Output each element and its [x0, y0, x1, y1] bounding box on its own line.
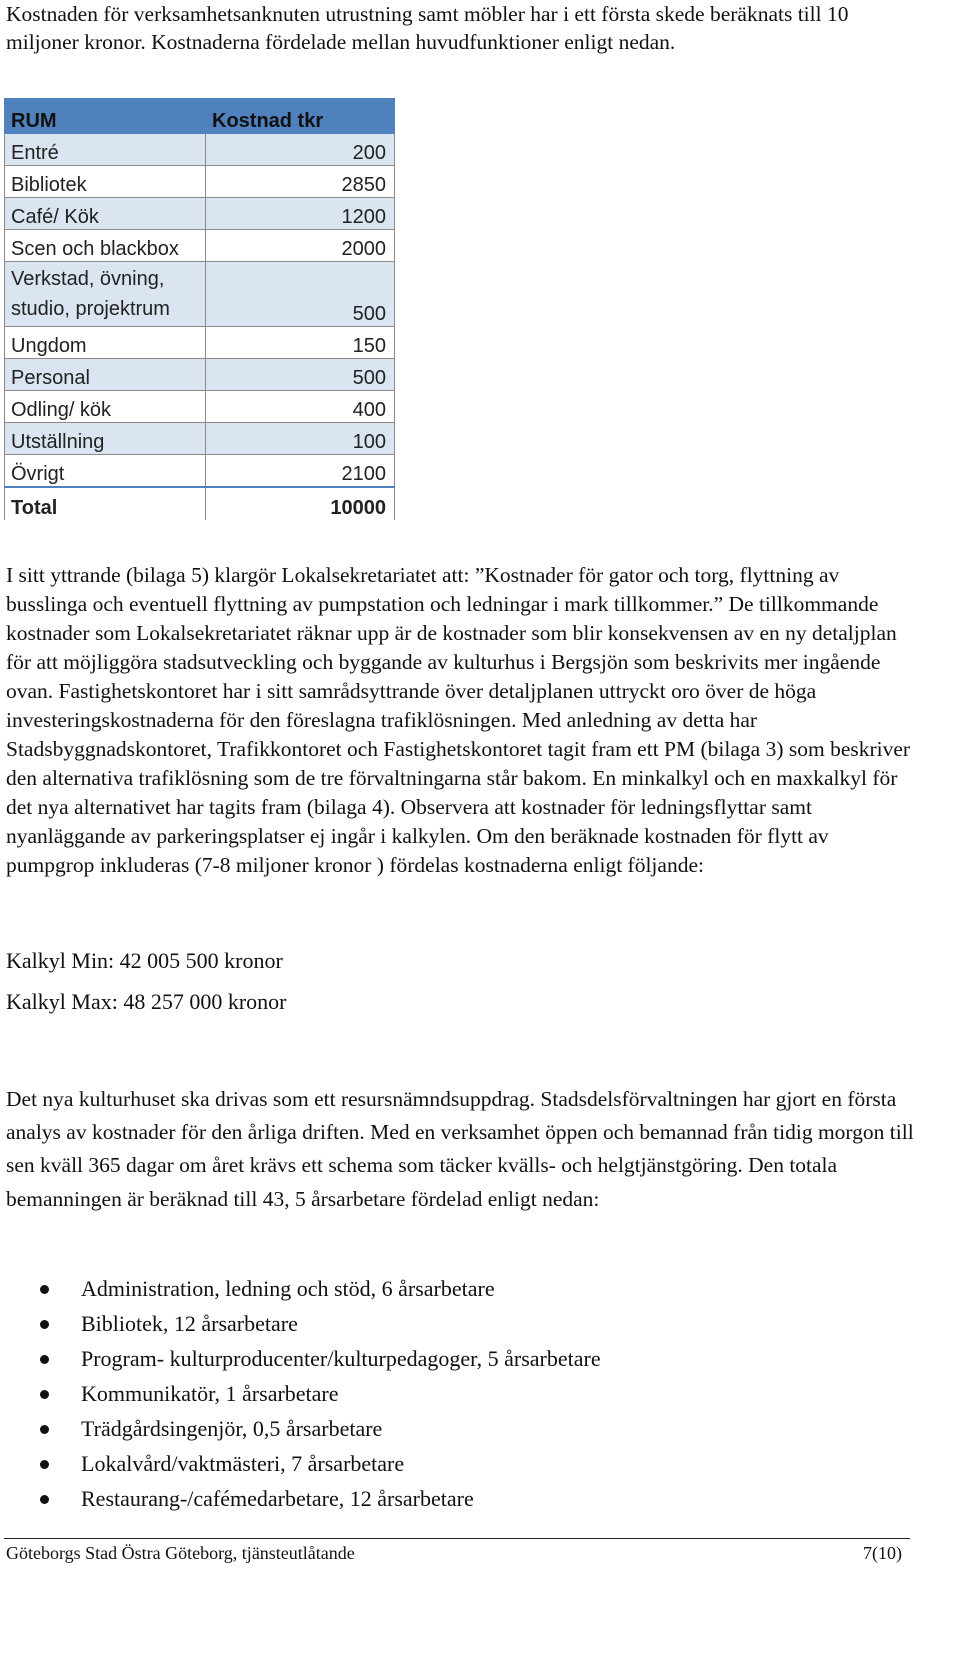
- footer-divider: [4, 1538, 910, 1539]
- total-label: Total: [5, 487, 206, 520]
- cost-cell: 1200: [206, 198, 395, 230]
- room-cell: Ungdom: [5, 327, 206, 359]
- staff-list: [0, 1272, 601, 1517]
- cost-cell: 400: [206, 391, 395, 423]
- cost-cell: 500: [206, 359, 395, 391]
- cost-cell: 150: [206, 327, 395, 359]
- page-number: 7(10): [863, 1543, 902, 1563]
- table-row: [5, 134, 395, 166]
- body-paragraph-drift: Det nya kulturhuset ska drivas som ett resursnämndsuppdrag. Stadsdelsförvaltningen har gjort en första analys av kostnader för den årliga driften. Med en verksamhet öppen och bemannad från tidig morgon till sen kväll 365 dagar om året krävs ett schema som täcker kvälls- och helgtjänstgöring. Den totala bemanningen är beräknad till 43, 5 årsarbetare fördelad enligt nedan:: [6, 1087, 914, 1211]
- table-row: [5, 423, 395, 455]
- table-row: [5, 391, 395, 423]
- header-room: RUM: [5, 99, 206, 134]
- room-cell: Scen och blackbox: [5, 230, 206, 262]
- cost-cell: 500: [206, 262, 395, 327]
- cost-cell: 2100: [206, 455, 395, 487]
- table-total-row: [5, 487, 395, 520]
- cost-cell: 100: [206, 423, 395, 455]
- header-cost: Kostnad tkr: [206, 99, 395, 134]
- list-item-text: Bibliotek, 12 årsarbetare: [81, 1311, 298, 1336]
- intro-paragraph: Kostnaden för verksamhetsanknuten utrustning samt möbler har i ett första skede beräknats till 10 miljoner kronor. Kostnaderna fördelade mellan huvudfunktioner enligt nedan.: [6, 2, 849, 54]
- list-item: [0, 1377, 601, 1412]
- body-paragraph-yttrande: I sitt yttrande (bilaga 5) klargör Lokalsekretariatet att: ”Kostnader för gator och torg, flyttning av busslinga och eventuell flyttning av pumpstation och ledningar i mark tillkommer.” De tillkommande kostnader som Lokalsekretariatet räknar upp är de kostnader som blir konsekvensen av en ny detaljplan för att möjliggöra stadsutveckling och byggande av kulturhus i Bergsjön som beskrivits mer ingående ovan. Fastighetskontoret har i sitt samrådsyttrande över detaljplanen uttryckt oro över de höga investeringskostnaderna för den föreslagna trafiklösningen. Med anledning av detta har Stadsbyggnadskontoret, Trafikkontoret och Fastighetskontoret tagit fram ett PM (bilaga 3) som beskriver den alternativa trafiklösning som de tre förvaltningarna står bakom. En minkalkyl och en maxkalkyl för det nya alternativet har tagits fram (bilaga 4). Observera att kostnader för ledningsflyttar samt nyanläggande av parkeringsplatser ej ingår i kalkylen. Om den beräknade kostnaden för flytt av pumpgrop inkluderas (7-8 miljoner kronor ) fördelas kostnaderna enligt följande:: [6, 563, 911, 877]
- list-item: [0, 1412, 601, 1447]
- bullet-icon: [40, 1425, 49, 1434]
- room-cell: Övrigt: [5, 455, 206, 487]
- bullet-icon: [40, 1460, 49, 1469]
- cost-cell: 200: [206, 134, 395, 166]
- list-item: [0, 1482, 601, 1517]
- list-item-text: Program- kulturproducenter/kulturpedagoger, 5 årsarbetare: [81, 1346, 601, 1371]
- table-row: [5, 262, 395, 327]
- list-item-text: Restaurang-/cafémedarbetare, 12 årsarbetare: [81, 1486, 474, 1511]
- total-value: 10000: [206, 487, 395, 520]
- list-item-text: Administration, ledning och stöd, 6 årsarbetare: [81, 1276, 495, 1301]
- bullet-icon: [40, 1390, 49, 1399]
- bullet-icon: [40, 1320, 49, 1329]
- footer-organization: Göteborgs Stad Östra Göteborg, tjänsteutlåtande: [6, 1543, 355, 1563]
- room-cell: Odling/ kök: [5, 391, 206, 423]
- list-item-text: Kommunikatör, 1 årsarbetare: [81, 1381, 339, 1406]
- table-header-row: [5, 99, 395, 134]
- room-cell: Personal: [5, 359, 206, 391]
- list-item-text: Trädgårdsingenjör, 0,5 årsarbetare: [81, 1416, 383, 1441]
- room-cell: Bibliotek: [5, 166, 206, 198]
- table-row: [5, 166, 395, 198]
- list-item-text: Lokalvård/vaktmästeri, 7 årsarbetare: [81, 1451, 405, 1476]
- cost-cell: 2000: [206, 230, 395, 262]
- room-cell: Entré: [5, 134, 206, 166]
- list-item: [0, 1307, 601, 1342]
- kalkyl-min: Kalkyl Min: 42 005 500 kronor: [6, 948, 283, 973]
- list-item: [0, 1272, 601, 1307]
- table-row: [5, 230, 395, 262]
- kalkyl-max: Kalkyl Max: 48 257 000 kronor: [6, 989, 287, 1014]
- table-row: [5, 455, 395, 487]
- table-row: [5, 359, 395, 391]
- cost-table: [4, 98, 395, 520]
- list-item: [0, 1342, 601, 1377]
- room-cell: Utställning: [5, 423, 206, 455]
- bullet-icon: [40, 1495, 49, 1504]
- cost-cell: 2850: [206, 166, 395, 198]
- room-cell: Café/ Kök: [5, 198, 206, 230]
- list-item: [0, 1447, 601, 1482]
- room-cell: Verkstad, övning, studio, projektrum: [5, 262, 206, 327]
- bullet-icon: [40, 1285, 49, 1294]
- table-row: [5, 327, 395, 359]
- table-row: [5, 198, 395, 230]
- bullet-icon: [40, 1355, 49, 1364]
